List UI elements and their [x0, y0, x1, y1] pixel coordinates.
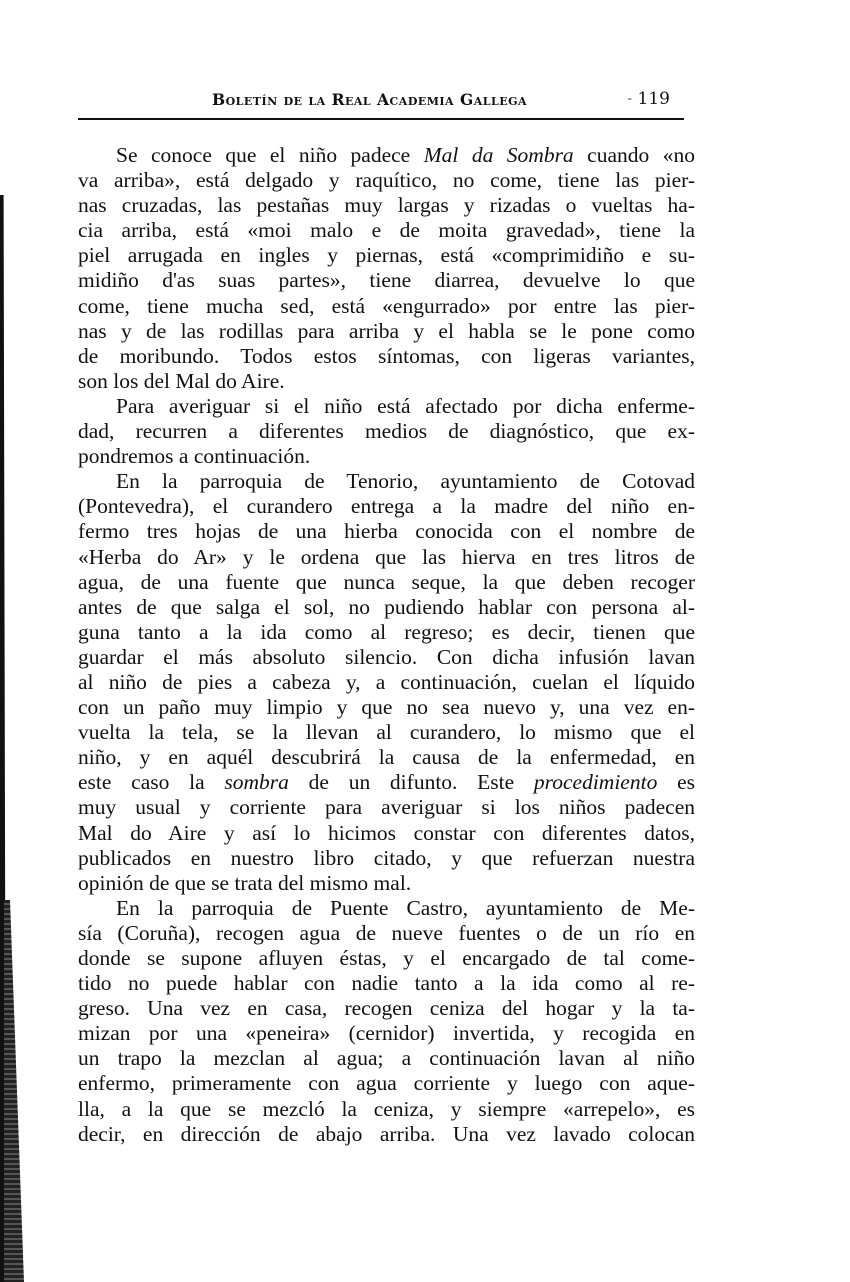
text-line: publicados en nuestro libro citado, y que refuerzan nuestra	[78, 845, 695, 870]
page-number: 119	[637, 89, 670, 109]
italic-term: procedimiento	[533, 770, 658, 795]
italic-term: Mal da Sombra	[423, 143, 574, 167]
journal-title: Boletín de la Real Academia Gallega	[212, 90, 528, 109]
text-line: pondremos a continuación.	[78, 444, 311, 469]
text-line: agua, de una fuente que nunca seque, la que deben recoger	[78, 569, 695, 594]
text-line: un trapo la mezclan al agua; a continuación lavan al niño	[78, 1046, 695, 1071]
text-line: enfermo, primeramente con agua corriente y luego con aque-	[78, 1071, 695, 1096]
text-line: mizan por una «peneira» (cernidor) invertida, y recogida en	[78, 1021, 695, 1046]
text-line: tido no puede hablar con nadie tanto a la ida como al re-	[78, 971, 695, 996]
text-line: antes de que salga el sol, no pudiendo hablar con persona al-	[78, 594, 695, 619]
text-line: greso. Una vez en casa, recogen ceniza del hogar y la ta-	[78, 996, 695, 1021]
body-text	[78, 143, 695, 1147]
text-line: nas y de las rodillas para arriba y el habla se le pone como	[78, 318, 695, 343]
text-line: con un paño muy limpio y que no sea nuevo y, una vez en-	[78, 695, 695, 720]
header-rule	[78, 118, 684, 120]
text-line: este caso la sombra de un difunto. Este procedimiento es	[78, 770, 695, 795]
text-line: de moribundo. Todos estos síntomas, con ligeras variantes,	[78, 343, 695, 368]
text-line: decir, en dirección de abajo arriba. Una vez lavado colocan	[78, 1121, 695, 1146]
text-line: opinión de que se trata del mismo mal.	[78, 870, 412, 895]
text-line: niño, y en aquél descubrirá la causa de la enfermedad, en	[78, 745, 695, 770]
text-line: En la parroquia de Puente Castro, ayuntamiento de Me-	[116, 895, 695, 920]
running-head	[212, 90, 682, 114]
italic-term: sombra	[224, 770, 289, 795]
paragraph	[78, 143, 695, 394]
text-line: piel arrugada en ingles y piernas, está «comprimidiño e su-	[78, 243, 695, 268]
text-line: muy usual y corriente para averiguar si los niños padecen	[78, 795, 695, 820]
text-line: «Herba do Ar» y le ordena que las hierva en tres litros de	[78, 544, 695, 569]
text-line: cia arriba, está «moi malo e de moita gravedad», tiene la	[78, 218, 695, 243]
text-line: midiño d'as suas partes», tiene diarrea, devuelve lo que	[78, 268, 695, 293]
text-line: lla, a la que se mezcló la ceniza, y siempre «arrepelo», es	[78, 1096, 695, 1121]
text-line: nas cruzadas, las pestañas muy largas y rizadas o vueltas ha-	[78, 193, 695, 218]
text-line: come, tiene mucha sed, está «engurrado» por entre las pier-	[78, 293, 695, 318]
text-line: va arriba», está delgado y raquítico, no come, tiene las pier-	[78, 168, 695, 193]
text-line: guardar el más absoluto silencio. Con dicha infusión lavan	[78, 644, 695, 669]
text-line: (Pontevedra), el curandero entrega a la madre del niño en-	[78, 494, 695, 519]
paragraph	[78, 469, 695, 896]
text-line: sía (Coruña), recogen agua de nueve fuentes o de un río en	[78, 920, 695, 945]
text-line: al niño de pies a cabeza y, a continuación, cuelan el líquido	[78, 669, 695, 694]
paragraph	[78, 394, 695, 469]
paragraph	[78, 896, 695, 1147]
text-line: dad, recurren a diferentes medios de diagnóstico, que ex-	[78, 419, 695, 444]
text-line: fermo tres hojas de una hierba conocida con el nombre de	[78, 519, 695, 544]
text-line: donde se supone afluyen éstas, y el encargado de tal come-	[78, 946, 695, 970]
header-dash: -	[627, 90, 632, 105]
text-line: En la parroquia de Tenorio, ayuntamiento de Cotovad	[116, 469, 695, 494]
scan-binding-noise	[4, 900, 24, 1282]
text-line: Mal do Aire y así lo hicimos constar con diferentes datos,	[78, 820, 695, 845]
text-line: vuelta la tela, se la llevan al curandero, lo mismo que el	[78, 720, 695, 745]
text-line: Se conoce que el niño padece Mal da Sombra cuando «no	[116, 143, 695, 167]
text-line: Para averiguar si el niño está afectado por dicha enferme-	[116, 393, 695, 418]
text-line: son los del Mal do Aire.	[78, 368, 285, 393]
text-line: guna tanto a la ida como al regreso; es decir, tienen que	[78, 619, 695, 644]
